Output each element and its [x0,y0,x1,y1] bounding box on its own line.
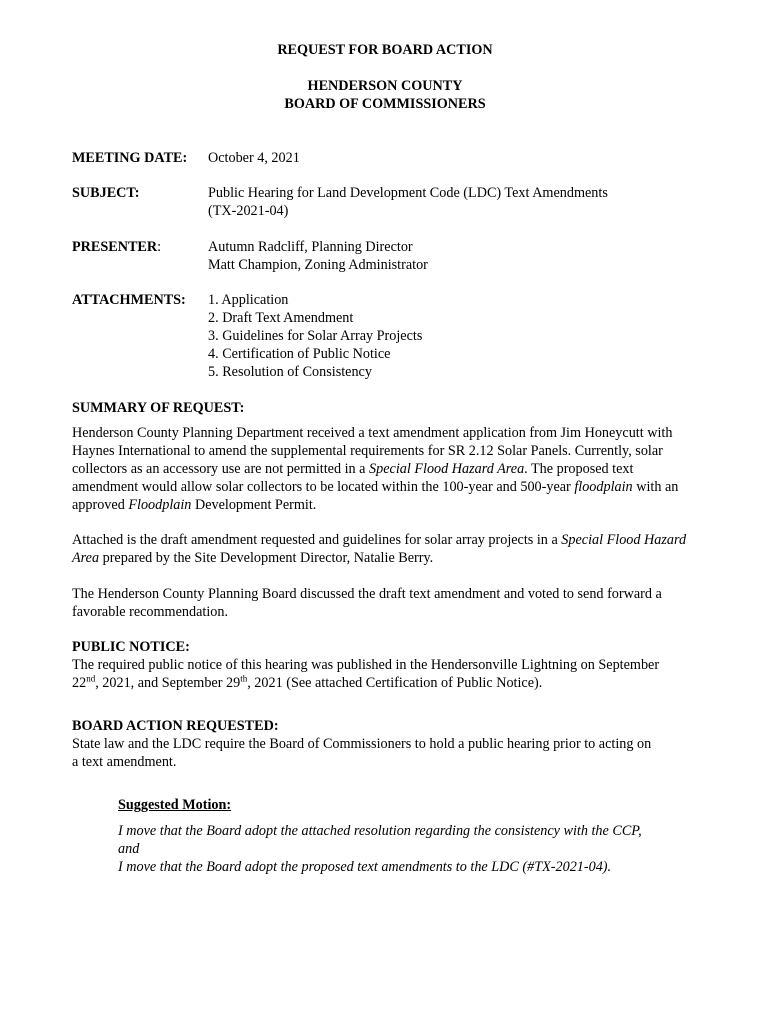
presenter-label-colon: : [157,239,162,255]
summary-line: The Henderson County Planning Board discussed the draft text amendment and voted to send forward a [72,586,662,602]
subject-label: SUBJECT: [72,185,140,201]
summary-text: prepared by the Site Development Director, Natalie Berry. [99,550,434,566]
summary-paragraph-1 [72,424,712,514]
board-action-text [72,735,712,771]
presenter-value [208,238,428,274]
summary-text: Attached is the draft amendment requested and guidelines for solar array projects in a [72,532,562,548]
motion-line: I move that the Board adopt the proposed text amendments to the LDC (#TX-2021-04). [118,859,612,875]
board-name: BOARD OF COMMISSIONERS [284,96,486,112]
county-name: HENDERSON COUNTY [307,78,463,94]
summary-text: collectors as an accessory use are not permitted in a [72,461,370,477]
notice-text: 22 [72,675,87,691]
suggested-motion-heading: Suggested Motion: [118,797,232,813]
ordinal-suffix: th [240,673,248,684]
subject-value [208,184,608,220]
presenter-line: Matt Champion, Zoning Administrator [208,257,428,273]
summary-heading: SUMMARY OF REQUEST: [72,400,245,416]
summary-text: approved [72,497,129,513]
notice-text: , 2021, and September 29 [95,675,241,691]
presenter-line: Autumn Radcliff, Planning Director [208,239,413,255]
summary-text: amendment would allow solar collectors to be located within the 100-year and 500-year [72,479,575,495]
motion-line: I move that the Board adopt the attached resolution regarding the consistency with the CCP, [118,823,642,839]
summary-line [72,478,712,496]
public-notice-text [72,656,712,692]
summary-text: Development Permit. [191,497,317,513]
summary-text: with an [632,479,679,495]
summary-italic-text: floodplain [574,479,633,495]
presenter-label-text: PRESENTER [72,239,158,255]
action-line: a text amendment. [72,754,177,770]
attachment-item: 5. Resolution of Consistency [208,364,372,380]
summary-paragraph-2 [72,531,712,567]
public-notice-heading: PUBLIC NOTICE: [72,639,190,655]
ordinal-suffix: nd [86,673,96,684]
attachment-item: 2. Draft Text Amendment [208,310,354,326]
motion-line: and [118,841,140,857]
summary-line: Haynes International to amend the supplemental requirements for SR 2.12 Solar Panels. Currently, solar [72,443,663,459]
summary-paragraph-3 [72,585,712,621]
summary-italic-text: Special Flood Hazard [561,532,687,548]
suggested-motion-text [118,822,718,876]
attachment-item: 4. Certification of Public Notice [208,346,391,362]
summary-line [72,549,712,567]
summary-text: . The proposed text [524,461,634,477]
summary-italic-text: Floodplain [128,497,192,513]
document-title: REQUEST FOR BOARD ACTION [277,42,493,58]
summary-line [72,460,712,478]
attachment-item: 3. Guidelines for Solar Array Projects [208,328,423,344]
notice-line [72,674,712,692]
summary-line: favorable recommendation. [72,604,228,620]
subject-line: (TX-2021-04) [208,203,289,219]
action-line: State law and the LDC require the Board of Commissioners to hold a public hearing prior to acting on [72,736,652,752]
attachment-item: 1. Application [208,292,289,308]
attachments-list [208,291,422,381]
attachments-label: ATTACHMENTS: [72,292,186,308]
notice-line: The required public notice of this hearing was published in the Hendersonville Lightning on September [72,657,660,673]
summary-line: Henderson County Planning Department received a text amendment application from Jim Honeycutt with [72,425,673,441]
summary-line [72,531,712,549]
presenter-label [72,238,161,256]
summary-italic-text: Area [72,550,100,566]
meeting-date-value: October 4, 2021 [208,150,300,166]
board-action-heading: BOARD ACTION REQUESTED: [72,718,279,734]
summary-italic-text: Special Flood Hazard Area [369,461,525,477]
meeting-date-label: MEETING DATE: [72,150,188,166]
summary-line [72,496,712,514]
subject-line: Public Hearing for Land Development Code (LDC) Text Amendments [208,185,608,201]
notice-text: , 2021 (See attached Certification of Public Notice). [247,675,543,691]
